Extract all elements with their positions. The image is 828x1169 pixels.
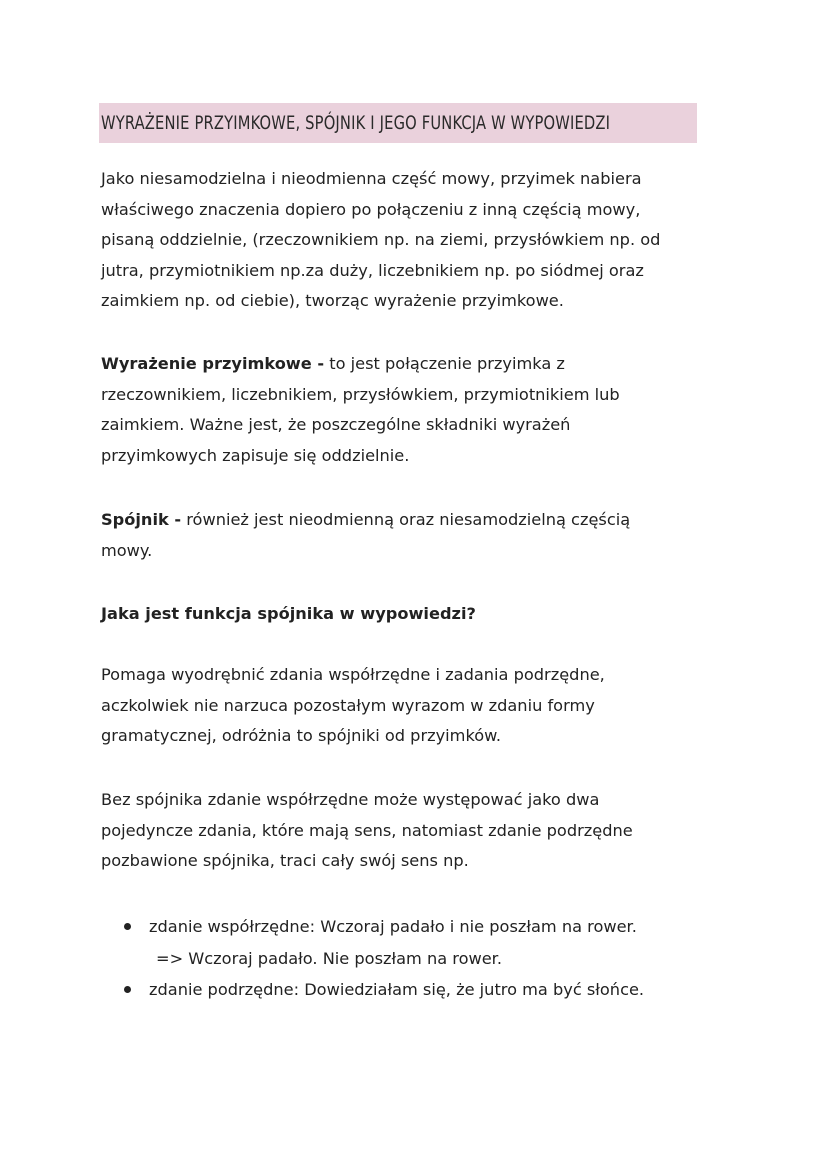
example-subordinate: zdanie podrzędne: Dowiedziałam się, że jutro ma być słońce. (149, 980, 645, 999)
conjunction-term: Spójnik - (101, 510, 182, 529)
conjunction-definition-paragraph (101, 505, 741, 566)
expression-definition-line: zaimkiem. Ważne jest, że poszczególne składniki wyrażeń (101, 415, 571, 435)
page-title: WYRAŻENIE PRZYIMKOWE, SPÓJNIK I JEGO FUNKCJA W WYPOWIEDZI (101, 112, 611, 134)
list-item (124, 911, 644, 943)
conjunction-definition-line: mowy. (101, 540, 153, 560)
intro-paragraph (101, 164, 741, 317)
intro-line: Jako niesamodzielna i nieodmienna część mowy, przyimek nabiera (101, 169, 642, 188)
list-item (124, 974, 644, 1006)
bullet-icon (124, 986, 131, 993)
intro-line: zaimkiem np. od ciebie), tworząc wyrażenie przyimkowe. (101, 291, 564, 311)
function-line: Bez spójnika zdanie współrzędne może występować jako dwa (101, 790, 600, 809)
question-text: Jaka jest funkcja spójnika w wypowiedzi? (101, 604, 476, 623)
expression-definition-line: rzeczownikiem, liczebnikiem, przysłówkiem, przymiotnikiem lub (101, 384, 620, 404)
function-paragraph-2 (101, 785, 741, 877)
intro-line: pisaną oddzielnie, (rzeczownikiem np. na ziemi, przysłówkiem np. od (101, 230, 661, 250)
intro-line: jutra, przymiotnikiem np.za duży, liczebnikiem np. po siódmej oraz (101, 260, 644, 280)
function-line: gramatycznej, odróżnia to spójniki od przyimków. (101, 726, 502, 746)
function-line: pojedyncze zdania, które mają sens, natomiast zdanie podrzędne (101, 820, 633, 840)
expression-definition-paragraph (101, 349, 741, 471)
expression-definition-first-line (101, 349, 741, 380)
examples-list (124, 911, 644, 1006)
expression-term: Wyrażenie przyimkowe - (101, 354, 325, 373)
expression-definition-first-text: to jest połączenie przyimka z (324, 354, 565, 373)
conjunction-definition-first-line (101, 505, 741, 536)
conjunction-definition-first-text: również jest nieodmienną oraz niesamodzielną częścią (181, 510, 631, 529)
title-highlight (99, 103, 697, 143)
function-paragraph-1 (101, 660, 741, 752)
function-line: pozbawione spójnika, traci cały swój sens np. (101, 851, 469, 871)
bullet-icon (124, 923, 131, 930)
example-coordinate-split: => Wczoraj padało. Nie poszłam na rower. (156, 948, 502, 968)
expression-definition-line: przyimkowych zapisuje się oddzielnie. (101, 445, 410, 465)
function-line: aczkolwiek nie narzuca pozostałym wyrazom w zdaniu formy (101, 695, 595, 715)
intro-line: właściwego znaczenia dopiero po połączeniu z inną częścią mowy, (101, 199, 641, 219)
question-heading (101, 599, 741, 630)
function-line: Pomaga wyodrębnić zdania współrzędne i zadania podrzędne, (101, 665, 605, 684)
example-coordinate: zdanie współrzędne: Wczoraj padało i nie poszłam na rower. (149, 917, 637, 936)
